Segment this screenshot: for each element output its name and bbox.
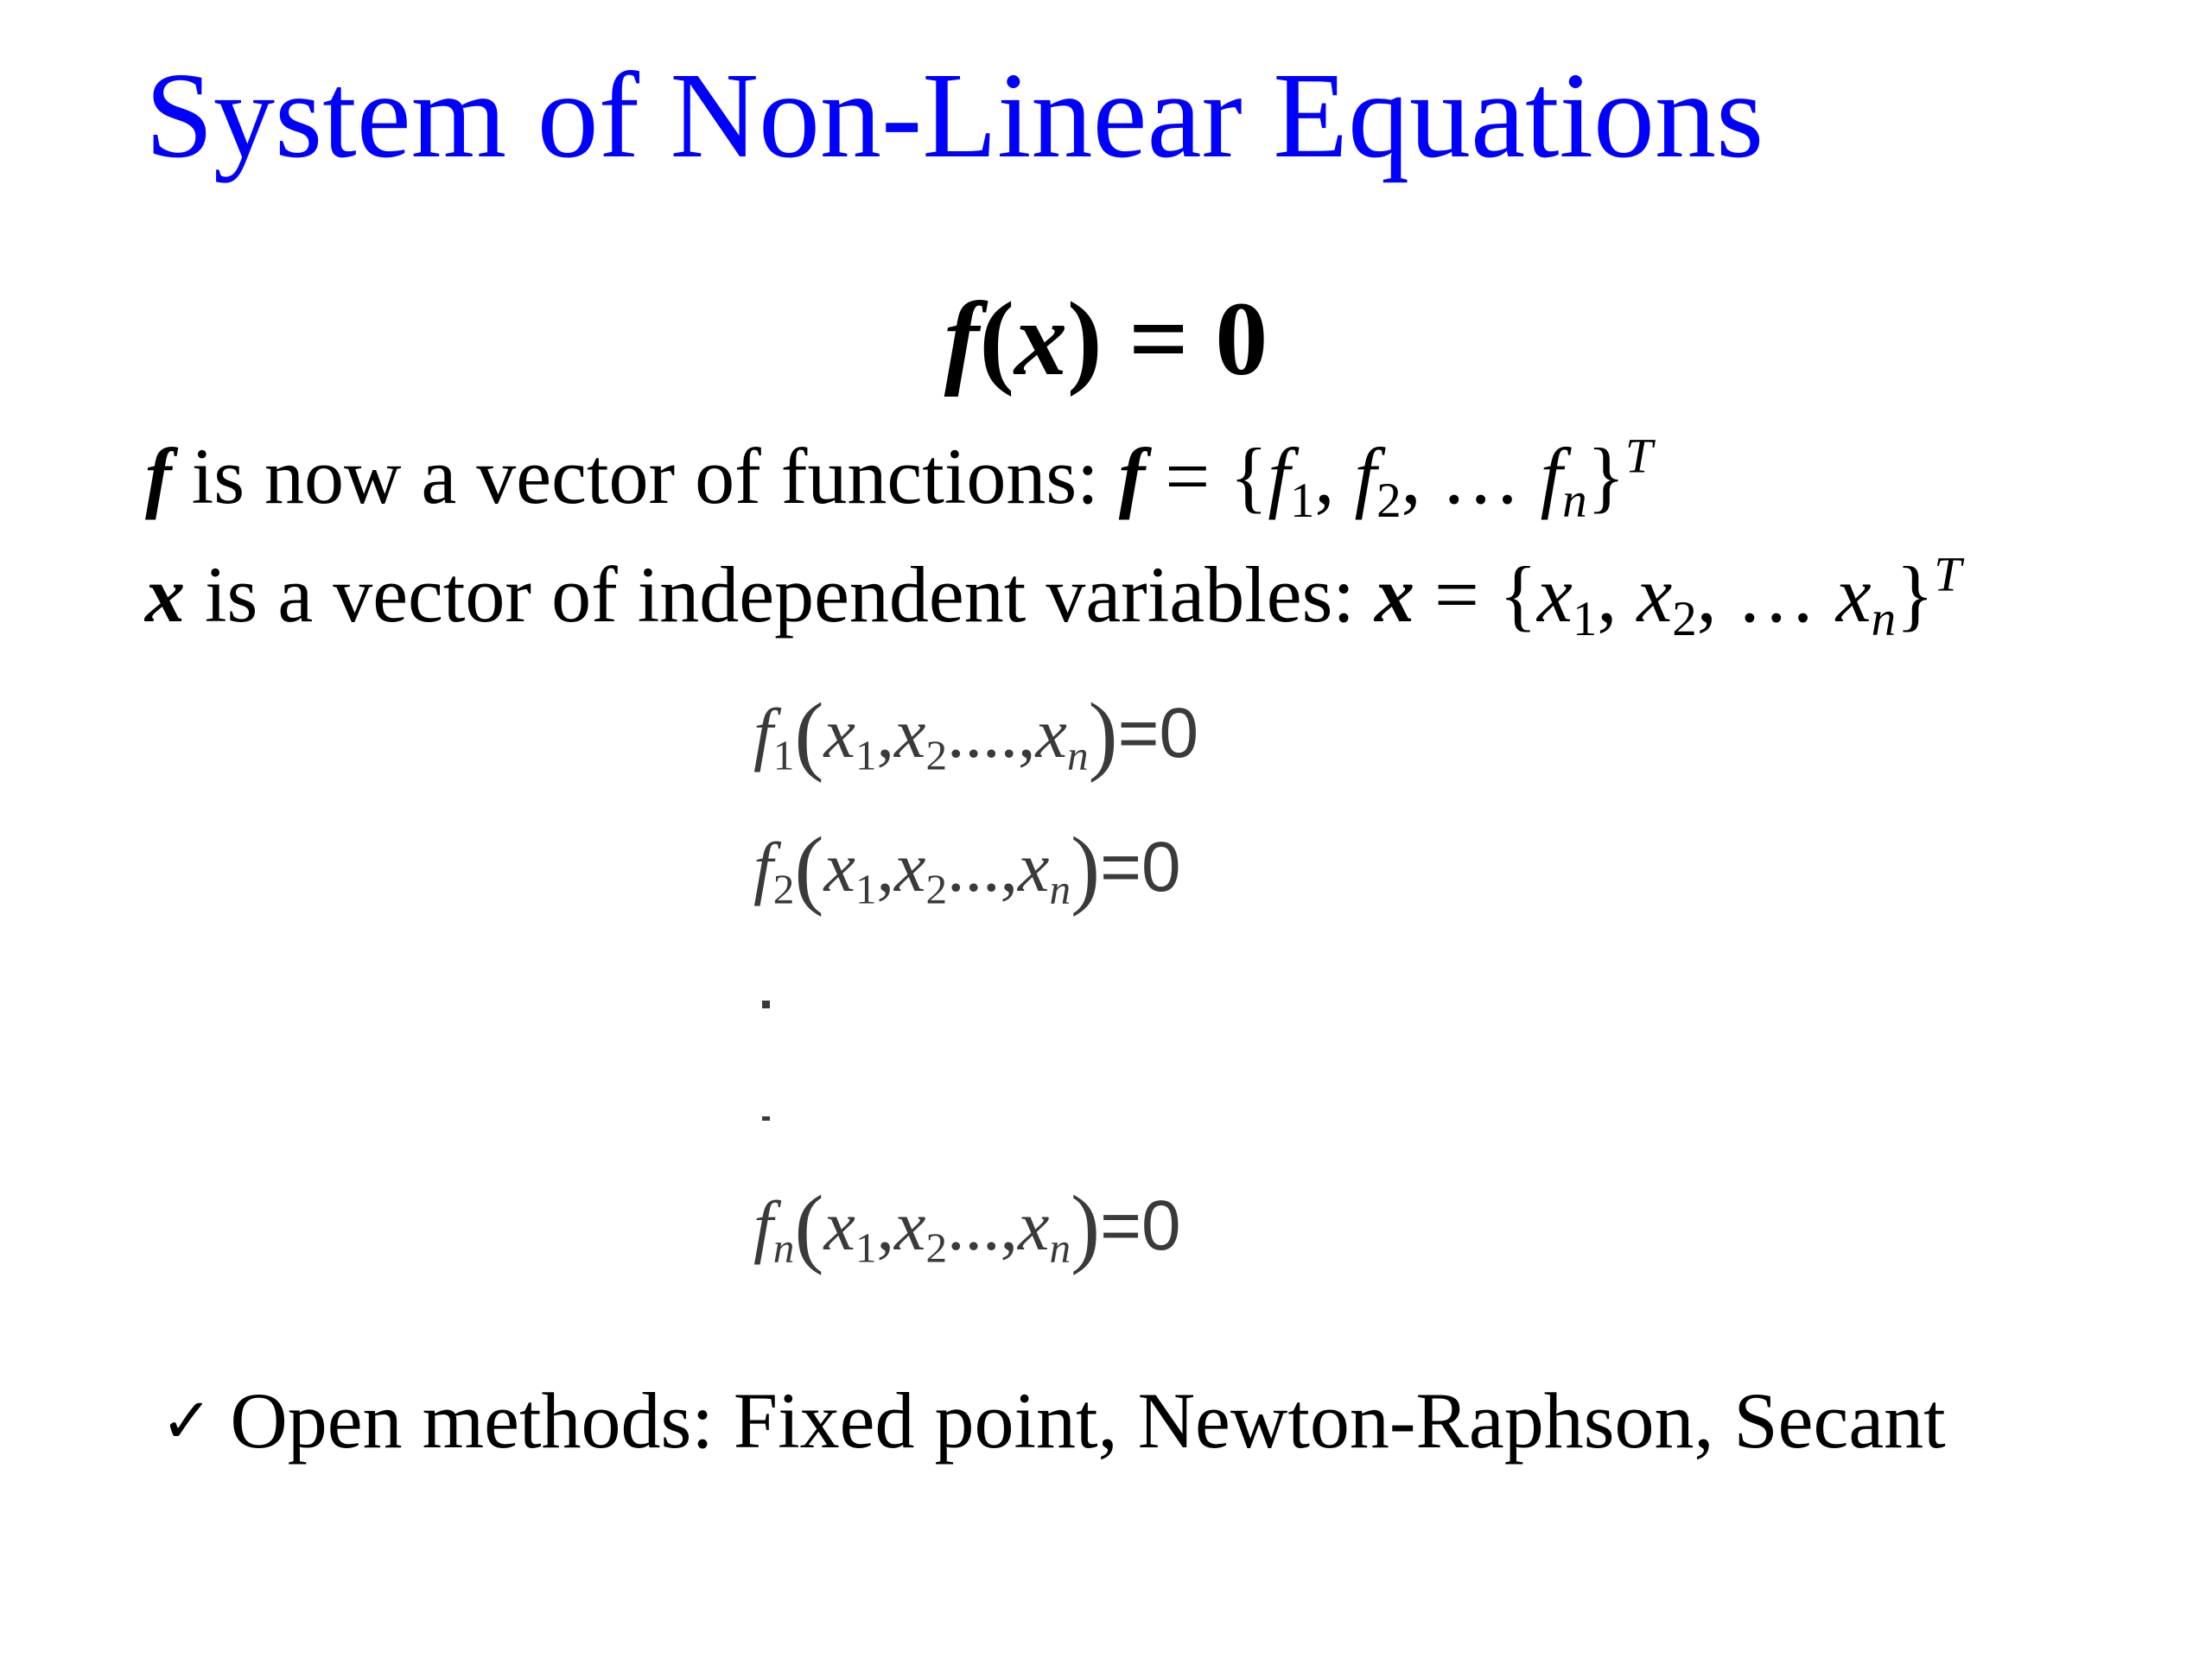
eq2-close-paren: ) bbox=[1071, 820, 1101, 918]
def-x-text: is a vector of independent variables: bbox=[185, 550, 1375, 639]
eq2-arg-n: x bbox=[1018, 827, 1050, 906]
def-x-sub-n: n bbox=[1871, 591, 1897, 646]
def-x-symbol: x bbox=[145, 550, 185, 639]
eq2-arg-2: x bbox=[894, 827, 926, 906]
eq2-arg-n-sub: n bbox=[1049, 865, 1071, 913]
eq3-open-paren: ( bbox=[794, 1179, 824, 1276]
eq2-rhs: =0 bbox=[1100, 827, 1181, 906]
eq3-ellipsis: ..., bbox=[947, 1185, 1019, 1265]
eq1-rhs: =0 bbox=[1117, 693, 1199, 772]
eq3-arg-2: x bbox=[894, 1185, 926, 1265]
eq3-arg-2-sub: 2 bbox=[925, 1224, 948, 1272]
def-f-item-1: f bbox=[1268, 432, 1290, 520]
def-x-sub-1: 1 bbox=[1572, 591, 1598, 646]
eq3-arg-1: x bbox=[823, 1185, 855, 1265]
eq2-arg-1-sub: 1 bbox=[855, 865, 877, 913]
main-equation bbox=[0, 281, 2212, 397]
eq2-sep: , bbox=[876, 827, 895, 906]
eq1-sep: , bbox=[876, 693, 895, 772]
def-x-sep-2: , … bbox=[1696, 550, 1836, 639]
eq2-arg-1: x bbox=[823, 827, 855, 906]
slide-title: System of Non-Linear Equations bbox=[145, 47, 1764, 183]
def-x-item-2: x bbox=[1637, 550, 1673, 639]
eq3-sep: , bbox=[876, 1185, 895, 1265]
eq1-arg-1: x bbox=[823, 693, 855, 772]
definition-x bbox=[145, 547, 1961, 646]
eq1-arg-1-sub: 1 bbox=[855, 731, 877, 779]
def-x-sep-1: , bbox=[1597, 550, 1637, 639]
def-f-sub-n: n bbox=[1562, 473, 1587, 528]
eq3-rhs: =0 bbox=[1100, 1185, 1181, 1265]
def-f-eq: = { bbox=[1145, 432, 1268, 520]
eq2-fn: f bbox=[753, 827, 773, 906]
main-eq-open-paren: ( bbox=[979, 281, 1015, 397]
def-x-symbol-2: x bbox=[1374, 550, 1414, 639]
eq3-fn-sub: n bbox=[772, 1224, 795, 1272]
def-x-close: } bbox=[1896, 550, 1935, 639]
def-x-sub-2: 2 bbox=[1672, 591, 1697, 646]
bullet-open-methods bbox=[161, 1376, 1946, 1465]
equation-row bbox=[753, 820, 1181, 918]
eq1-close-paren: ) bbox=[1088, 686, 1118, 784]
def-f-sep-1: , bbox=[1314, 432, 1355, 520]
eq1-ellipsis: ...., bbox=[947, 693, 1036, 772]
vertical-ellipsis-dot bbox=[762, 1116, 770, 1121]
def-f-sub-2: 2 bbox=[1376, 473, 1402, 528]
definition-f bbox=[145, 429, 1653, 528]
eq1-arg-n: x bbox=[1035, 693, 1067, 772]
eq1-arg-2: x bbox=[894, 693, 926, 772]
eq2-arg-2-sub: 2 bbox=[925, 865, 948, 913]
def-f-symbol-2: f bbox=[1118, 432, 1146, 520]
bullet-text: Open methods: Fixed point, Newton-Raphson, Secant bbox=[230, 1376, 1946, 1465]
main-eq-x: x bbox=[1014, 281, 1068, 397]
def-f-close: } bbox=[1586, 432, 1625, 520]
def-f-symbol: f bbox=[145, 432, 172, 520]
eq3-arg-n-sub: n bbox=[1049, 1224, 1071, 1272]
eq1-arg-n-sub: n bbox=[1066, 731, 1089, 779]
eq2-fn-sub: 2 bbox=[772, 865, 795, 913]
def-f-sep-2: , … bbox=[1401, 432, 1541, 520]
def-x-transpose: T bbox=[1934, 547, 1961, 602]
def-f-sub-1: 1 bbox=[1289, 473, 1315, 528]
eq1-open-paren: ( bbox=[794, 686, 824, 784]
def-f-text: is now a vector of functions: bbox=[171, 432, 1119, 520]
def-f-item-2: f bbox=[1354, 432, 1377, 520]
eq3-close-paren: ) bbox=[1071, 1179, 1101, 1276]
checkmark-icon: ✓ bbox=[161, 1384, 213, 1458]
def-x-eq: = { bbox=[1414, 550, 1537, 639]
def-f-transpose: T bbox=[1624, 429, 1653, 484]
eq1-fn-sub: 1 bbox=[772, 731, 795, 779]
equation-row bbox=[753, 1179, 1181, 1276]
vertical-ellipsis-dot bbox=[762, 1001, 770, 1008]
eq1-fn: f bbox=[753, 693, 773, 772]
equation-system bbox=[753, 683, 1445, 1305]
main-eq-close-paren: ) bbox=[1067, 281, 1103, 397]
def-x-item-1: x bbox=[1537, 550, 1573, 639]
eq2-ellipsis: ..., bbox=[947, 827, 1019, 906]
eq3-arg-1-sub: 1 bbox=[855, 1224, 877, 1272]
def-f-item-n: f bbox=[1540, 432, 1563, 520]
eq2-open-paren: ( bbox=[794, 820, 824, 918]
main-eq-f: f bbox=[944, 281, 980, 397]
eq3-fn: f bbox=[753, 1185, 773, 1265]
eq3-arg-n: x bbox=[1018, 1185, 1050, 1265]
equation-row bbox=[753, 686, 1199, 784]
eq1-arg-2-sub: 2 bbox=[925, 731, 948, 779]
main-eq-rhs: = 0 bbox=[1102, 281, 1268, 397]
def-x-item-n: x bbox=[1835, 550, 1872, 639]
